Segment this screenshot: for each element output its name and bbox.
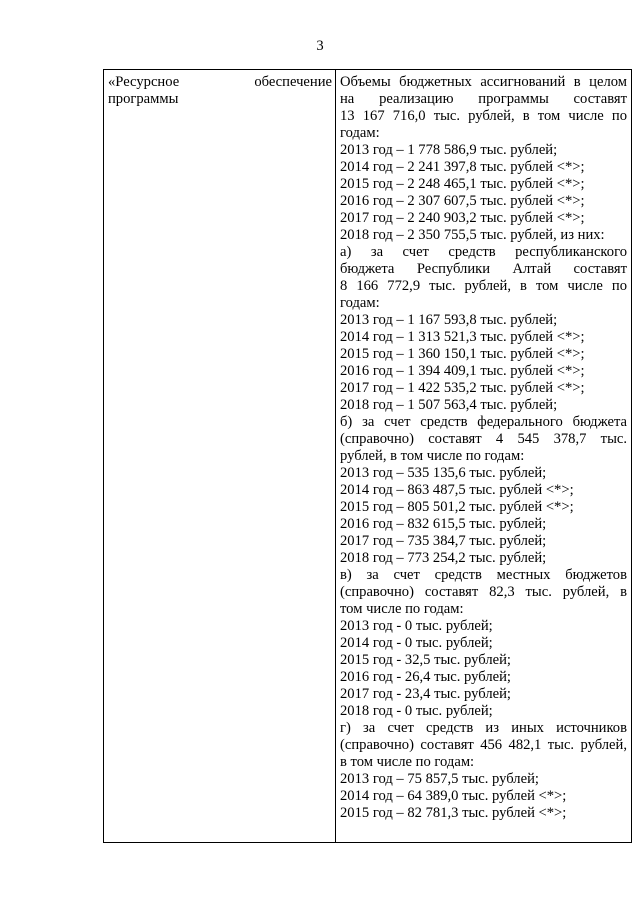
content-line: (справочно) составят 456 482,1 тыс. рублей,: [340, 737, 627, 753]
section-title-line: программы: [108, 91, 179, 107]
content-line: 2016 год – 1 394 409,1 тыс. рублей <*>;: [340, 363, 585, 379]
content-line: (справочно) составят 82,3 тыс. рублей, в: [340, 584, 627, 600]
content-line: 2018 год – 773 254,2 тыс. рублей;: [340, 550, 547, 566]
content-line: 2014 год – 64 389,0 тыс. рублей <*>;: [340, 788, 567, 804]
content-line: годам:: [340, 295, 380, 311]
content-line: 2017 год – 1 422 535,2 тыс. рублей <*>;: [340, 380, 585, 396]
content-line: рублей, в том числе по годам:: [340, 448, 525, 464]
content-line: 2015 год - 32,5 тыс. рублей;: [340, 652, 511, 668]
content-line: 2014 год - 0 тыс. рублей;: [340, 635, 493, 651]
content-line: 2017 год – 2 240 903,2 тыс. рублей <*>;: [340, 210, 585, 226]
content-line: на реализацию программы составят: [340, 91, 627, 107]
content-line: 2015 год – 1 360 150,1 тыс. рублей <*>;: [340, 346, 585, 362]
content-line: 2013 год – 75 857,5 тыс. рублей;: [340, 771, 539, 787]
content-line: 2013 год - 0 тыс. рублей;: [340, 618, 493, 634]
content-line: годам:: [340, 125, 380, 141]
content-line: 2013 год – 535 135,6 тыс. рублей;: [340, 465, 547, 481]
content-line: 2018 год – 1 507 563,4 тыс. рублей;: [340, 397, 558, 413]
content-line: 13 167 716,0 тыс. рублей, в том числе по: [340, 108, 627, 124]
content-line: (справочно) составят 4 545 378,7 тыс.: [340, 431, 627, 447]
page-number: 3: [316, 38, 324, 54]
content-line: г) за счет средств из иных источников: [340, 720, 627, 736]
content-line: 2016 год – 832 615,5 тыс. рублей;: [340, 516, 547, 532]
content-line: бюджета Республики Алтай составят: [340, 261, 627, 277]
content-line: 2016 год - 26,4 тыс. рублей;: [340, 669, 511, 685]
table-row: [104, 70, 632, 843]
section-content-cell: [336, 70, 632, 843]
content-line: 2015 год – 2 248 465,1 тыс. рублей <*>;: [340, 176, 585, 192]
content-line: 2014 год – 863 487,5 тыс. рублей <*>;: [340, 482, 574, 498]
content-line: 2013 год – 1 778 586,9 тыс. рублей;: [340, 142, 558, 158]
content-line: 2017 год - 23,4 тыс. рублей;: [340, 686, 511, 702]
content-line: 8 166 772,9 тыс. рублей, в том числе по: [340, 278, 627, 294]
content-line: 2018 год – 2 350 755,5 тыс. рублей, из них:: [340, 227, 605, 243]
content-line: а) за счет средств республиканского: [340, 244, 627, 260]
resource-provision-table: [103, 69, 632, 843]
content-line: 2013 год – 1 167 593,8 тыс. рублей;: [340, 312, 558, 328]
section-title-line: «Ресурсное обеспечение: [108, 74, 332, 90]
content-line: 2018 год - 0 тыс. рублей;: [340, 703, 493, 719]
section-title-cell: [104, 70, 336, 843]
content-line: в) за счет средств местных бюджетов: [340, 567, 627, 583]
content-line: 2017 год – 735 384,7 тыс. рублей;: [340, 533, 547, 549]
content-line: 2016 год – 2 307 607,5 тыс. рублей <*>;: [340, 193, 585, 209]
content-line: 2014 год – 1 313 521,3 тыс. рублей <*>;: [340, 329, 585, 345]
content-line: 2014 год – 2 241 397,8 тыс. рублей <*>;: [340, 159, 585, 175]
content-line: Объемы бюджетных ассигнований в целом: [340, 74, 627, 90]
content-line: 2015 год – 82 781,3 тыс. рублей <*>;: [340, 805, 567, 821]
content-line: в том числе по годам:: [340, 754, 475, 770]
content-line: том числе по годам:: [340, 601, 464, 617]
content-line: б) за счет средств федерального бюджета: [340, 414, 627, 430]
content-line: 2015 год – 805 501,2 тыс. рублей <*>;: [340, 499, 574, 515]
